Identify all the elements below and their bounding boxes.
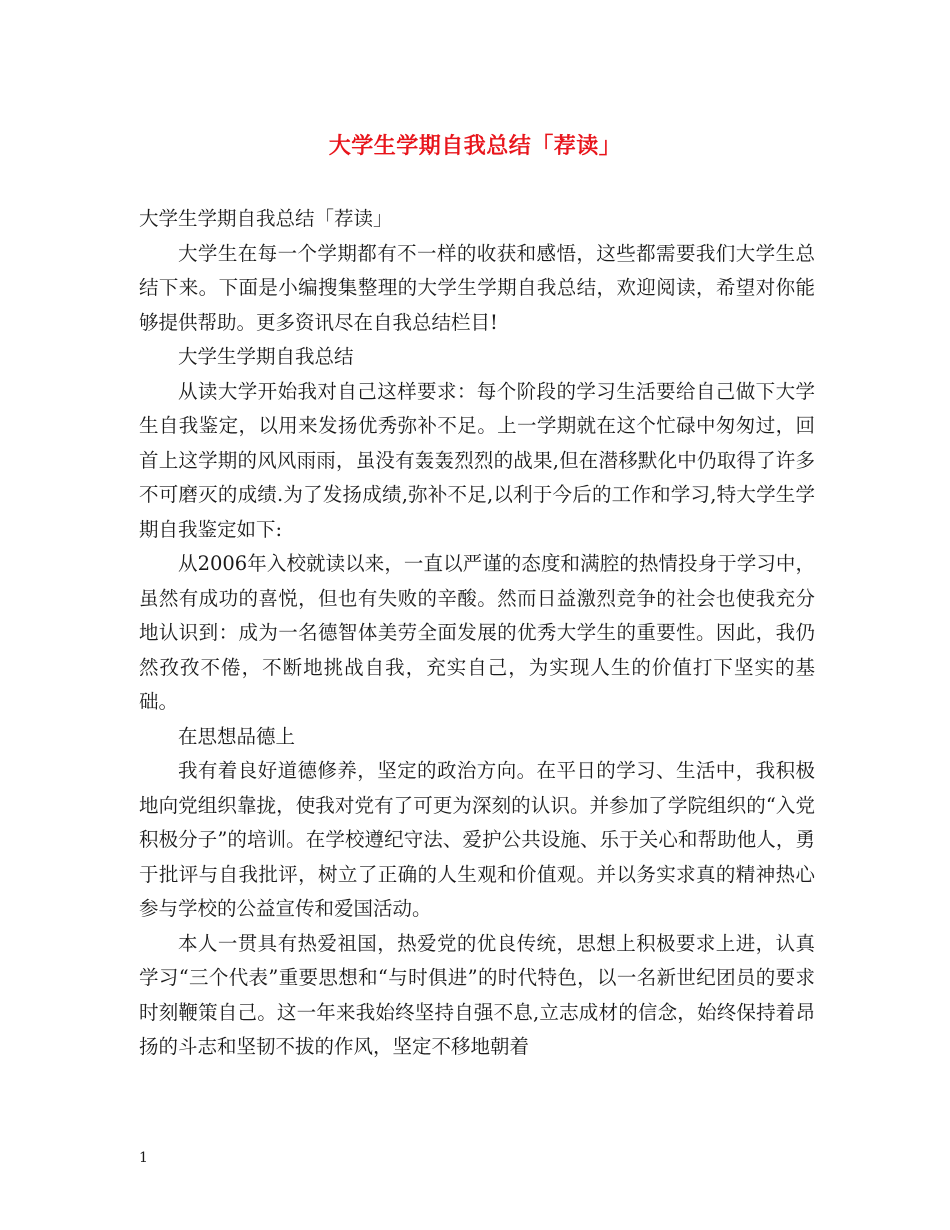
paragraph-section-ideology: 在思想品德上 bbox=[178, 724, 296, 748]
paragraph-heading: 大学生学期自我总结「荐读」 bbox=[139, 207, 393, 230]
paragraph-since-enrollment: 从2006年入校就读以来，一直以严谨的态度和满腔的热情投身于学习中，虽然有成功的喜悦，但也有失败的辛酸。然而日益激烈竞争的社会也使我充分地认识到：成为一名德智体美劳全面发展的优秀大学生的重要性。因此，我仍然孜孜不倦，不断地挑战自我，充实自己，为实现人生的价值打下坚实的基础。 bbox=[139, 552, 815, 713]
paragraph-moral-cultivation: 我有着良好道德修养，坚定的政治方向。在平日的学习、生活中，我积极地向党组织靠拢，使我对党有了可更为深刻的认识。并参加了学院组织的“入党积极分子”的培训。在学校遵纪守法、爱护公共设施、乐于关心和帮助他人，勇于批评与自我批评，树立了正确的人生观和价值观。并以务实求真的精神热心参与学校的公益宣传和爱国活动。 bbox=[139, 759, 815, 920]
paragraph-subtitle: 大学生学期自我总结 bbox=[178, 345, 354, 368]
page-number: 1 bbox=[139, 1150, 148, 1166]
paragraph-self-requirement: 从读大学开始我对自己这样要求：每个阶段的学习生活要给自己做下大学生自我鉴定，以用来发扬优秀弥补不足。上一学期就在这个忙碌中匆匆过，回首上这学期的风风雨雨，虽没有轰轰烈烈的战果,但在潜移默化中仍取得了许多不可磨灭的成绩.为了发扬成绩,弥补不足,以利于今后的工作和学习,特大学生学期自我鉴定如下: bbox=[139, 379, 815, 541]
document-body bbox=[139, 202, 815, 1065]
paragraph-patriotism: 本人一贯具有热爱祖国，热爱党的优良传统，思想上积极要求上进，认真学习“三个代表”重要思想和“与时俱进”的时代特色，以一名新世纪团员的要求时刻鞭策自己。这一年来我始终坚持自强不息,立志成材的信念，始终保持着昂扬的斗志和坚韧不拔的作风，坚定不移地朝着 bbox=[139, 931, 815, 1058]
paragraph-intro: 大学生在每一个学期都有不一样的收获和感悟，这些都需要我们大学生总结下来。下面是小编搜集整理的大学生学期自我总结，欢迎阅读，希望对你能够提供帮助。更多资讯尽在自我总结栏目! bbox=[139, 241, 815, 334]
document-title: 大学生学期自我总结「荐读」 bbox=[328, 133, 622, 159]
